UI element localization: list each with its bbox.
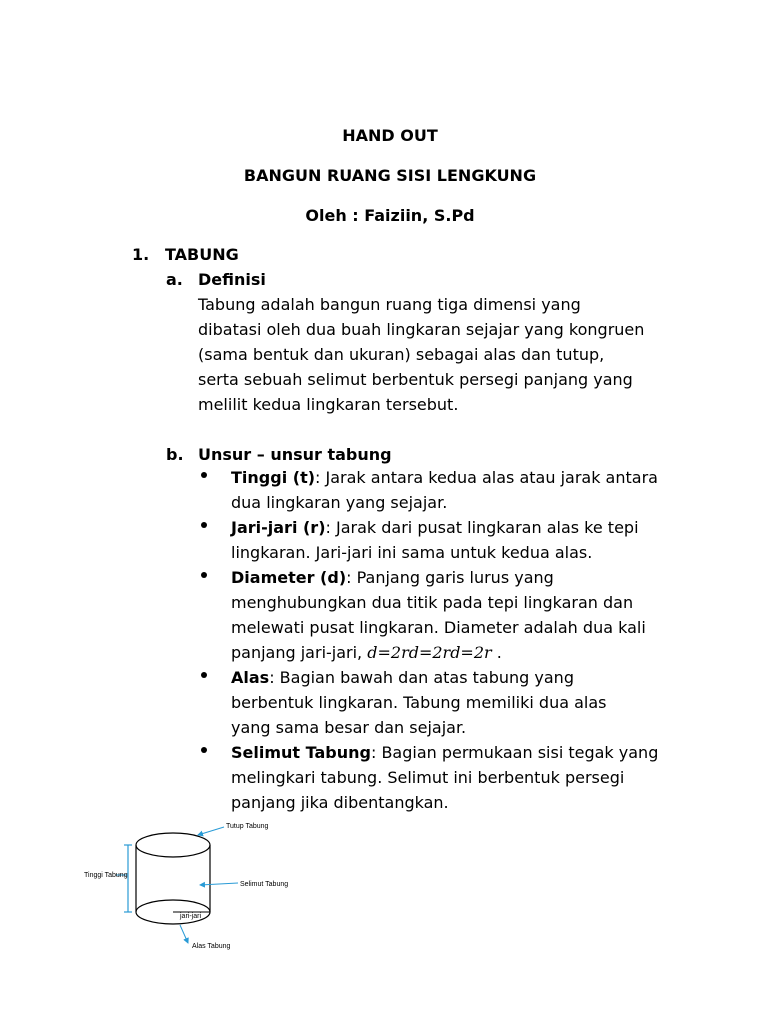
item-term: Alas xyxy=(231,668,270,687)
item-text: melingkari tabung. Selimut ini berbentuk persegi xyxy=(231,768,625,787)
definition-line: (sama bentuk dan ukuran) sebagai alas dan tutup, xyxy=(198,345,605,364)
top-arrow xyxy=(198,827,224,835)
subsection-b-title: Unsur – unsur tabung xyxy=(198,445,392,464)
label-radius: jari-jari xyxy=(180,913,201,920)
definition-line: serta sebuah selimut berbentuk persegi panjang yang xyxy=(198,370,633,389)
label-height: Tinggi Tabung xyxy=(84,872,128,879)
cylinder-diagram xyxy=(80,815,300,955)
item-text: yang sama besar dan sejajar. xyxy=(231,718,467,737)
side-arrow xyxy=(200,883,238,885)
subsection-b-marker: b. xyxy=(166,445,184,464)
cylinder-top-ellipse xyxy=(136,833,210,857)
item-text: menghubungkan dua titik pada tepi lingkaran dan xyxy=(231,593,634,612)
author-line: Oleh : Faiziin, S.Pd xyxy=(305,206,475,225)
document-subtitle: BANGUN RUANG SISI LENGKUNG xyxy=(243,166,537,185)
label-base: Alas Tabung xyxy=(192,943,231,950)
item-text: berbentuk lingkaran. Tabung memiliki dua alas xyxy=(231,693,607,712)
item-text: panjang jari-jari, xyxy=(231,643,368,662)
section-number: 1. xyxy=(132,245,150,264)
bullet-icon xyxy=(201,572,207,578)
item-text: dua lingkaran yang sejajar. xyxy=(231,493,448,512)
item-text: : Jarak antara kedua alas atau jarak antara xyxy=(315,468,658,487)
base-arrow xyxy=(180,925,188,943)
list-item-alas xyxy=(231,665,671,740)
section-title: TABUNG xyxy=(165,245,239,264)
label-top: Tutup Tabung xyxy=(226,823,269,830)
item-text: : Bagian bawah dan atas tabung yang xyxy=(269,668,574,687)
item-term: Jari-jari (r) xyxy=(231,518,326,537)
item-text: lingkaran. Jari-jari ini sama untuk kedua alas. xyxy=(231,543,593,562)
list-item-selimut xyxy=(231,740,671,815)
list-item-diameter xyxy=(231,565,671,665)
document-title: HAND OUT xyxy=(342,126,438,145)
label-side: Selimut Tabung xyxy=(240,881,289,888)
subsection-a-title: Definisi xyxy=(198,270,266,289)
item-term: Tinggi (t) xyxy=(231,468,316,487)
definition-line: Tabung adalah bangun ruang tiga dimensi yang xyxy=(198,295,581,314)
definition-line: melilit kedua lingkaran tersebut. xyxy=(198,395,459,414)
definition-line: dibatasi oleh dua buah lingkaran sejajar yang kongruen xyxy=(198,320,645,339)
list-item-jari-jari xyxy=(231,515,671,565)
item-text: melewati pusat lingkaran. Diameter adalah dua kali xyxy=(231,618,646,637)
item-text: : Bagian permukaan sisi tegak yang xyxy=(370,743,659,762)
item-term: Selimut Tabung xyxy=(231,743,371,762)
item-text: panjang jika dibentangkan. xyxy=(231,793,449,812)
bullet-icon xyxy=(201,672,207,678)
bullet-icon xyxy=(201,472,207,478)
subsection-a-marker: a. xyxy=(166,270,183,289)
item-text: : Jarak dari pusat lingkaran alas ke tepi xyxy=(325,518,639,537)
bullet-icon xyxy=(201,522,207,528)
item-text: : Panjang garis lurus yang xyxy=(346,568,554,587)
list-item-tinggi xyxy=(231,465,671,515)
diameter-formula: d=2rd=2rd=2r xyxy=(367,643,492,662)
item-term: Diameter (d) xyxy=(231,568,347,587)
item-text: . xyxy=(491,643,502,662)
bullet-icon xyxy=(201,747,207,753)
definition-paragraph xyxy=(198,292,668,417)
